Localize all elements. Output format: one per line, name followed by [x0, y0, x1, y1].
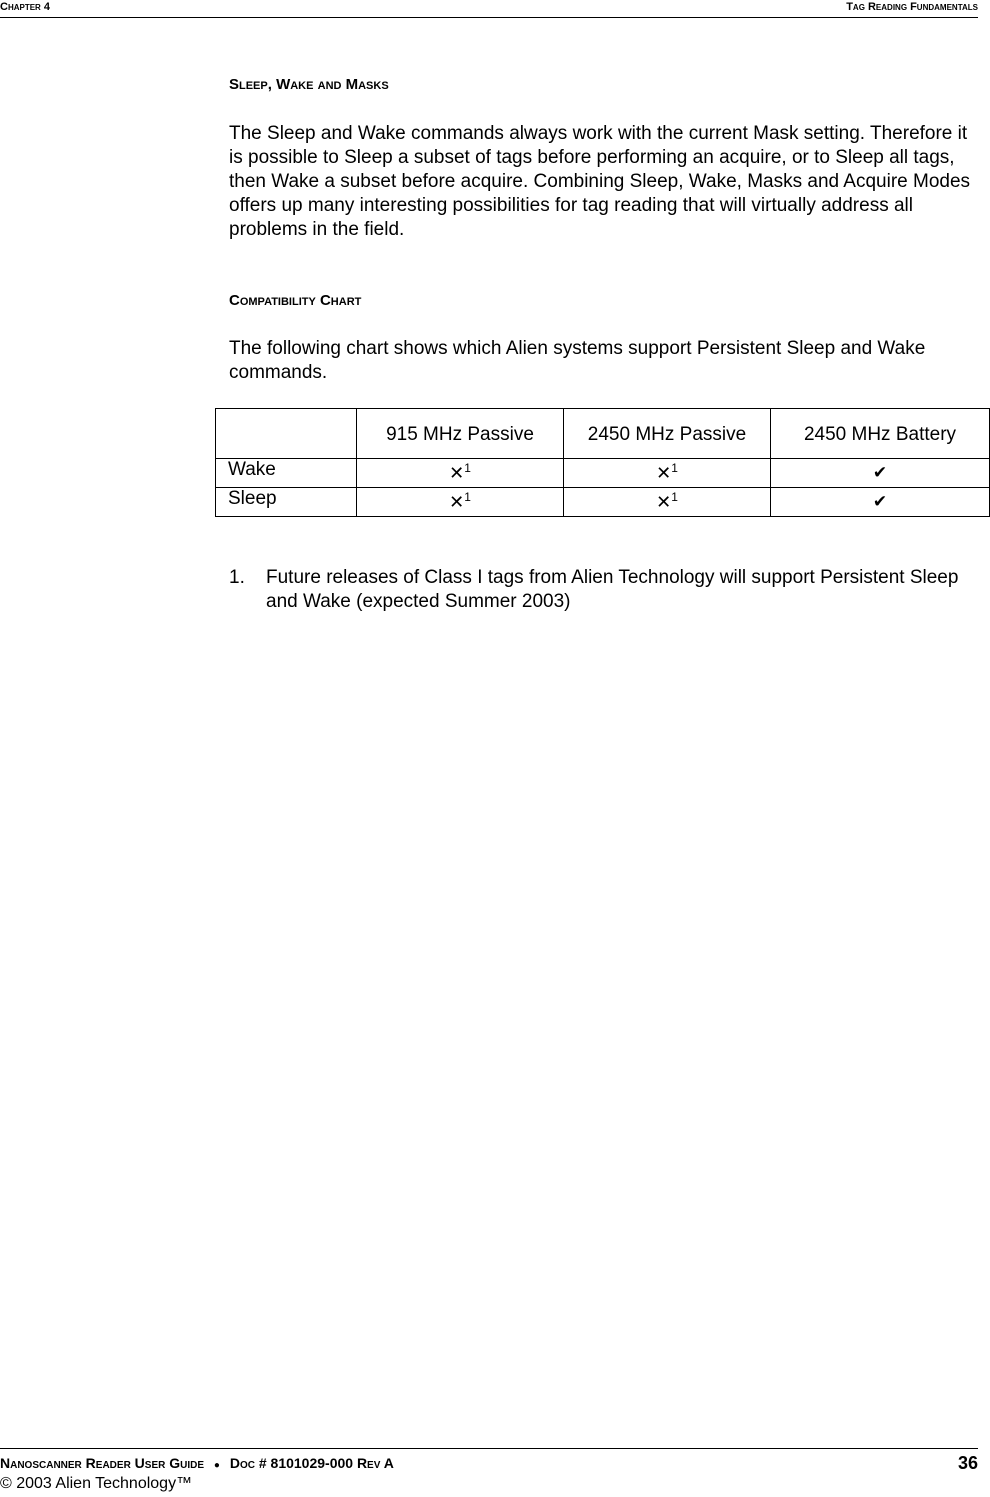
sleep-wake-heading: Sleep, Wake and Masks [229, 76, 389, 93]
column-header-2450-battery: 2450 MHz Battery [771, 409, 990, 459]
unsupported-x-icon: ✕ [449, 492, 465, 512]
table-row [216, 459, 990, 488]
unsupported-x-icon: ✕ [449, 463, 465, 483]
column-header-2450-passive: 2450 MHz Passive [564, 409, 771, 459]
compatibility-table [215, 408, 990, 517]
page-header [0, 0, 978, 18]
page-number: 36 [957, 1453, 978, 1473]
section-label: Tag Reading Fundamentals [846, 1, 978, 13]
footnote-ref: 1 [671, 461, 678, 475]
bullet-icon: ● [213, 1460, 220, 1471]
supported-check-icon: ✔ [872, 492, 888, 511]
footer-doc-title [0, 1455, 394, 1471]
footnote-text: Future releases of Class I tags from Alien Technology will support Persistent Sleep and Wake (expected Summer 2003) [266, 567, 959, 612]
copyright: © 2003 Alien Technology™ [0, 1475, 193, 1492]
footer-divider [0, 1448, 978, 1449]
sleep-wake-paragraph: The Sleep and Wake commands always work with the current Mask setting. Therefore it is possible to Sleep a subset of tags before performing an acquire, or to Sleep all tags, then Wake a subset before acquire. Combining Sleep, Wake, Masks and Acquire Modes offers up many interesting possibilities for tag reading that will virtually address all problems in the field. [229, 123, 971, 240]
footnote-ref: 1 [464, 461, 471, 475]
supported-check-icon: ✔ [872, 463, 888, 482]
table-row [216, 488, 990, 517]
footnote-ref: 1 [671, 490, 678, 504]
table-header-row [216, 409, 990, 459]
unsupported-x-icon: ✕ [656, 463, 672, 483]
footnote [229, 566, 989, 614]
row-label-wake: Wake [216, 459, 357, 488]
row-label-sleep: Sleep [216, 488, 357, 517]
table-corner-cell [216, 409, 357, 459]
footnote-number: 1. [229, 567, 245, 588]
guide-title: Nanoscanner Reader User Guide [0, 1455, 205, 1471]
footnote-ref: 1 [464, 490, 471, 504]
compatibility-heading: Compatibility Chart [229, 292, 362, 309]
chapter-label: Chapter 4 [0, 1, 51, 13]
column-header-915-passive: 915 MHz Passive [357, 409, 564, 459]
compatibility-intro: The following chart shows which Alien systems support Persistent Sleep and Wake commands. [229, 338, 926, 383]
unsupported-x-icon: ✕ [656, 492, 672, 512]
doc-number: Doc # 8101029-000 Rev A [229, 1455, 394, 1471]
